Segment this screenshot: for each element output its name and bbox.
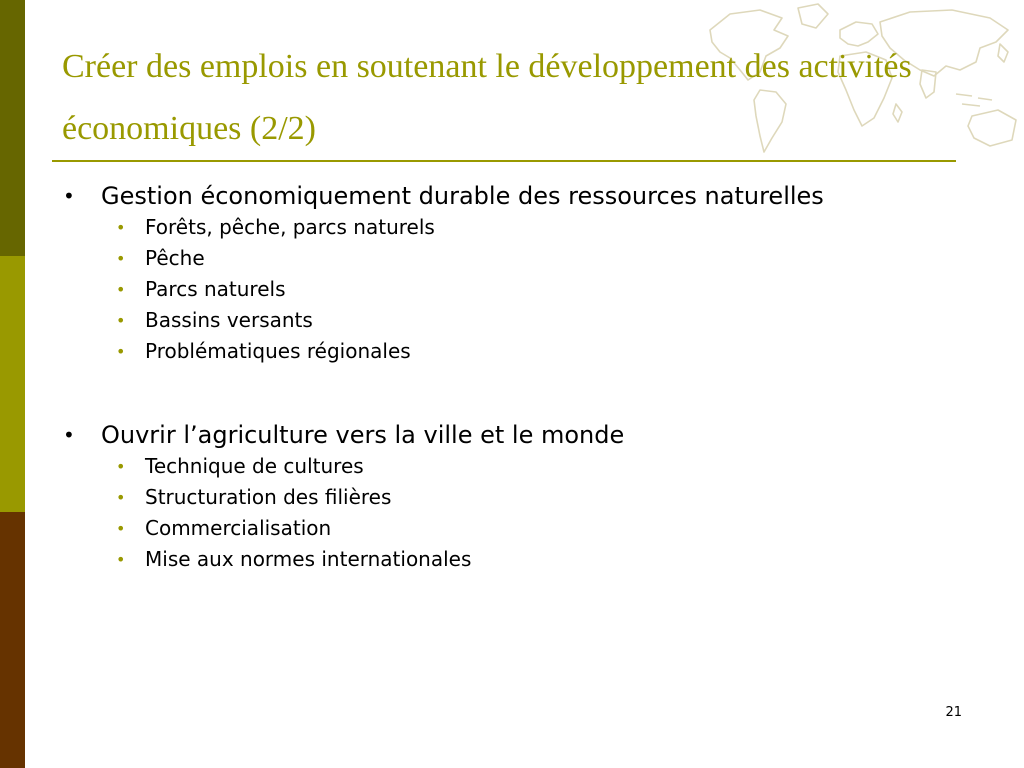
sub-bullet-text: Pêche bbox=[145, 246, 205, 270]
sub-bullet-text: Bassins versants bbox=[145, 308, 313, 332]
sub-bullet-text: Problématiques régionales bbox=[145, 339, 411, 363]
sub-bullet-item bbox=[58, 482, 988, 513]
sub-bullet-item bbox=[58, 513, 988, 544]
page-number: 21 bbox=[945, 705, 962, 720]
sub-bullet-text: Structuration des filières bbox=[145, 485, 392, 509]
bullet-text: Ouvrir l’agriculture vers la ville et le monde bbox=[101, 421, 625, 449]
bullet-section-1 bbox=[58, 180, 988, 367]
sub-bullet-item bbox=[58, 243, 988, 274]
title-divider bbox=[52, 160, 956, 162]
sub-bullet-list bbox=[58, 212, 988, 367]
sub-bullet-item bbox=[58, 544, 988, 575]
bullet-dot-icon: • bbox=[116, 311, 126, 330]
sub-bullet-item bbox=[58, 212, 988, 243]
side-band-bottom bbox=[0, 512, 25, 768]
bullet-dot-icon: • bbox=[116, 342, 126, 361]
bullet-dot-icon: • bbox=[116, 280, 126, 299]
sub-bullet-list bbox=[58, 451, 988, 575]
side-band-top bbox=[0, 0, 25, 256]
bullet-dot-icon: • bbox=[116, 519, 126, 538]
bullet-dot-icon: • bbox=[116, 457, 126, 476]
sub-bullet-item bbox=[58, 274, 988, 305]
sub-bullet-text: Forêts, pêche, parcs naturels bbox=[145, 215, 435, 239]
bullet-dot-icon: • bbox=[63, 184, 75, 208]
sub-bullet-item bbox=[58, 305, 988, 336]
sub-bullet-text: Technique de cultures bbox=[145, 454, 364, 478]
sub-bullet-item bbox=[58, 336, 988, 367]
bullet-text: Gestion économiquement durable des ressources naturelles bbox=[101, 182, 824, 210]
bullet-dot-icon: • bbox=[116, 249, 126, 268]
bullet-dot-icon: • bbox=[116, 550, 126, 569]
bullet-level1 bbox=[58, 419, 988, 451]
slide-title: Créer des emplois en soutenant le développement des activités économiques (2/2) bbox=[62, 48, 912, 147]
bullet-level1 bbox=[58, 180, 988, 212]
sub-bullet-text: Mise aux normes internationales bbox=[145, 547, 472, 571]
bullet-dot-icon: • bbox=[116, 488, 126, 507]
slide-content bbox=[58, 180, 988, 575]
bullet-section-2 bbox=[58, 419, 988, 575]
side-band-middle bbox=[0, 256, 25, 512]
sub-bullet-text: Parcs naturels bbox=[145, 277, 286, 301]
bullet-dot-icon: • bbox=[63, 423, 75, 447]
sub-bullet-text: Commercialisation bbox=[145, 516, 332, 540]
sub-bullet-item bbox=[58, 451, 988, 482]
bullet-dot-icon: • bbox=[116, 218, 126, 237]
